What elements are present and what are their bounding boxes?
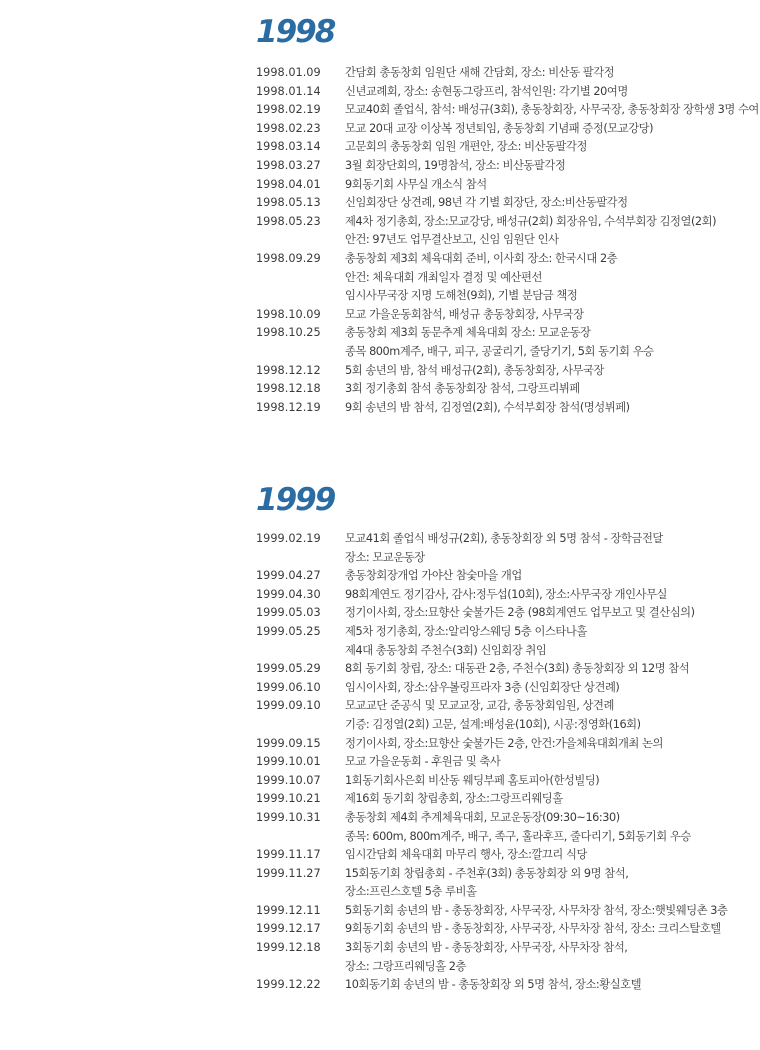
entry-description [345,920,756,939]
entry-description [345,902,756,921]
entry-description [345,194,756,213]
entry-date: 1998.12.18 [256,382,321,396]
timeline-entry [256,753,756,772]
entry-date: 1998.02.23 [256,121,321,135]
entry-description-line: 제4차 정기총회, 장소:모교강당, 배성규(2회) 회장유임, 수석부회장 김정열(2회) [345,214,717,228]
entry-description-line: 종목: 600m, 800m계주, 배구, 족구, 훌라후프, 줄다리기, 5회동기회 우승 [345,829,691,843]
entry-description [345,679,756,698]
timeline-entry [256,83,756,102]
entry-description-line: 3회 정기총회 참석 총동창회장 참석, 그랑프리뷔페 [345,382,580,396]
entry-description-line: 모교40회 졸업식, 참석: 배성규(3회), 총동창회장, 사무국장, 총동창회장 장학생 3명 수여 [345,103,759,117]
entry-description-line: 10회동기회 송년의 밤 - 총동창회장 외 5명 참석, 장소:황실호텔 [345,978,642,992]
entry-date: 1999.05.03 [256,606,321,620]
entry-date: 1998.10.09 [256,307,321,321]
entry-description [345,697,756,734]
entry-date: 1998.03.27 [256,158,321,172]
timeline-entry [256,138,756,157]
entry-description-line: 모교 20대 교장 이상복 정년퇴임, 총동창회 기념패 증정(모교강당) [345,121,654,135]
timeline-entry [256,362,756,381]
timeline-entry [256,902,756,921]
entry-description-line: 총동창회 제3회 체육대회 준비, 이사회 장소: 한국시대 2층 [345,251,618,265]
entry-date: 1998.02.19 [256,103,321,117]
entry-description-line: 3회동기회 송년의 밤 - 총동창회장, 사무국장, 사무차장 참석, [345,941,628,955]
timeline-entry [256,679,756,698]
entry-date: 1999.05.29 [256,662,321,676]
entry-description [345,101,759,120]
entry-description [345,753,756,772]
entry-date: 1999.10.31 [256,810,321,824]
entry-date: 1999.09.15 [256,736,321,750]
entry-description-line: 5회동기회 송년의 밤 - 총동창회장, 사무국장, 사무차장 참석, 장소:햇빛웨딩촌 3층 [345,903,728,917]
entry-description-line: 5회 송년의 밤, 참석 배성규(2회), 총동창회장, 사무국장 [345,363,604,377]
entry-date: 1999.04.27 [256,569,321,583]
entry-description [345,324,756,361]
entry-date: 1998.12.12 [256,363,321,377]
timeline-entry [256,604,756,623]
entry-date: 1999.10.21 [256,792,321,806]
entry-description [345,380,756,399]
entry-date: 1999.11.27 [256,866,321,880]
entry-description-line: 안건: 체육대회 개최일자 결정 및 예산편선 [345,270,542,284]
timeline-entry [256,809,756,846]
entry-description-line: 모교41회 졸업식 배성규(2회), 총동창회장 외 5명 참석 - 장학금전달 [345,532,663,545]
entry-description [345,735,756,754]
entry-date: 1999.12.18 [256,941,321,955]
entry-date: 1998.09.29 [256,251,321,265]
entry-description-line: 8회 동기회 창립, 장소: 대동관 2층, 주천수(3회) 총동창회장 외 12명 참석 [345,662,690,676]
timeline-entry [256,790,756,809]
entry-description-line: 총동창회 제4회 추계체육대회, 모교운동장(09:30~16:30) [345,810,620,824]
timeline-entry [256,64,756,83]
entry-date: 1999.12.11 [256,903,321,917]
entry-date: 1998.01.09 [256,66,321,79]
entry-date: 1999.10.01 [256,755,321,769]
entry-description [345,790,756,809]
entry-description-line: 임시사무국장 지명 도해천(9회), 기별 분담금 책정 [345,289,578,303]
entry-description-line: 총동창회장개업 가야산 참숯마을 개업 [345,569,522,583]
entry-description [345,83,756,102]
entry-date: 1999.05.25 [256,624,321,638]
timeline-entry [256,250,756,306]
entry-description-line: 신년교례회, 장소: 송현동그랑프리, 참석인원: 각기별 20여명 [345,84,628,98]
year-heading-1998: 1998 [256,14,335,50]
entry-description-line: 제5차 정기총회, 장소:알리앙스웨딩 5층 이스타나홀 [345,624,587,638]
entry-description-line: 제4대 총동창회 주천수(3회) 신임회장 취임 [345,643,547,657]
timeline-entry [256,586,756,605]
timeline-entry [256,567,756,586]
timeline-entry [256,157,756,176]
entry-description-line: 9회동기회 송년의 밤 - 총동창회장, 사무국장, 사무차장 참석, 장소: 크리스탈호텔 [345,922,721,936]
entry-description [345,939,756,976]
timeline-entry [256,846,756,865]
timeline-entry [256,530,756,567]
entry-description-line: 제16회 동기회 창립총회, 장소:그랑프리웨딩홀 [345,792,563,806]
entry-description-line: 기증: 김정열(2회) 고문, 설계:배성윤(10회), 시공:정영화(16회) [345,717,641,731]
timeline-list-1999 [256,530,756,995]
entry-description-line: 간담회 총동창회 임원단 새해 간담회, 장소: 비산동 팔각정 [345,66,615,79]
entry-date: 1998.03.14 [256,140,321,154]
entry-description-line: 임시간담회 체육대회 마무리 행사, 장소:깔끄리 식당 [345,848,587,862]
entry-description [345,250,756,306]
timeline-list-1998 [256,64,759,417]
year-heading-1999: 1999 [256,482,335,518]
timeline-entry [256,176,756,195]
timeline-entry [256,976,756,995]
entry-description-line: 모교교단 준공식 및 모교교장, 교감, 총동창회임원, 상견례 [345,699,614,713]
timeline-entry [256,120,756,139]
entry-date: 1999.10.07 [256,773,321,787]
entry-description-line: 15회동기회 창립총회 - 주천후(3회) 총동창회장 외 9명 참석, [345,866,629,880]
entry-description [345,138,756,157]
entry-description [345,530,756,567]
timeline-entry [256,623,756,660]
timeline-entry [256,306,756,325]
timeline-entry [256,194,756,213]
entry-description [345,604,756,623]
entry-date: 1999.09.10 [256,699,321,713]
timeline-entry [256,772,756,791]
entry-date: 1999.12.17 [256,922,321,936]
timeline-entry [256,735,756,754]
entry-description-line: 98회계연도 정기감사, 감사:정두섭(10회), 장소:사무국장 개인사무실 [345,587,667,601]
entry-description-line: 모교 가을운동회 - 후원금 및 축사 [345,755,501,769]
timeline-entry [256,660,756,679]
entry-description [345,976,756,995]
entry-description [345,306,756,325]
timeline-entry [256,939,756,976]
entry-date: 1998.10.25 [256,326,321,340]
entry-description-line: 안건: 97년도 업무결산보고, 신임 임원단 인사 [345,233,559,247]
entry-date: 1999.12.22 [256,978,321,992]
timeline-entry [256,324,756,361]
entry-description [345,772,756,791]
timeline-entry [256,213,756,250]
entry-description-line: 9회동기회 사무실 개소식 참석 [345,177,487,191]
entry-description [345,213,756,250]
entry-description-line: 종목 800m계주, 배구, 피구, 공굴리기, 줄당기기, 5회 동기회 우승 [345,344,654,358]
entry-description-line: 장소: 모교운동장 [345,550,425,564]
entry-description [345,660,756,679]
entry-date: 1999.02.19 [256,532,321,545]
entry-date: 1999.11.17 [256,848,321,862]
entry-description [345,157,756,176]
entry-date: 1998.04.01 [256,177,321,191]
entry-description [345,623,756,660]
entry-description-line: 임시이사회, 장소:삼우볼링프라자 3층 (신임회장단 상견례) [345,680,620,694]
timeline-entry [256,399,756,418]
entry-description-line: 장소:프린스호텔 5층 루비홀 [345,885,477,899]
entry-date: 1998.05.13 [256,196,321,210]
entry-description-line: 3월 회장단회의, 19명참석, 장소: 비산동팔각정 [345,158,566,172]
entry-description [345,176,756,195]
timeline-entry [256,920,756,939]
entry-description [345,586,756,605]
entry-description-line: 9회 송년의 밤 참석, 김정열(2회), 수석부회장 참석(명성뷔페) [345,400,630,414]
entry-description-line: 정기이사회, 장소:묘향산 숯불가든 2층 (98회계연도 업무보고 및 결산심의) [345,606,695,620]
entry-description-line: 정기이사회, 장소:묘향산 숯불가든 2층, 안건:가을체육대회개최 논의 [345,736,663,750]
entry-description [345,399,756,418]
entry-description [345,846,756,865]
entry-description [345,64,756,83]
entry-description [345,567,756,586]
entry-description [345,865,756,902]
timeline-entry [256,697,756,734]
entry-date: 1999.04.30 [256,587,321,601]
entry-description-line: 모교 가을운동회참석, 배성규 총동창회장, 사무국장 [345,307,584,321]
entry-description-line: 고문회의 총동창회 임원 개편안, 장소: 비산동팔각정 [345,140,587,154]
timeline-entry [256,380,756,399]
entry-date: 1998.05.23 [256,214,321,228]
entry-description-line: 신임회장단 상견례, 98년 각 기별 회장단, 장소:비산동팔각정 [345,196,628,210]
entry-description-line: 장소: 그랑프리웨딩홀 2층 [345,959,467,973]
entry-date: 1998.12.19 [256,400,321,414]
entry-description-line: 1회동기회사은회 비산동 웨딩부페 홈토피아(한성빌딩) [345,773,600,787]
entry-description-line: 총동창회 제3회 동문추계 체육대회 장소: 모교운동장 [345,326,591,340]
entry-date: 1999.06.10 [256,680,321,694]
entry-description [345,362,756,381]
entry-description [345,120,756,139]
entry-description [345,809,756,846]
timeline-entry [256,101,759,120]
entry-date: 1998.01.14 [256,84,321,98]
timeline-entry [256,865,756,902]
